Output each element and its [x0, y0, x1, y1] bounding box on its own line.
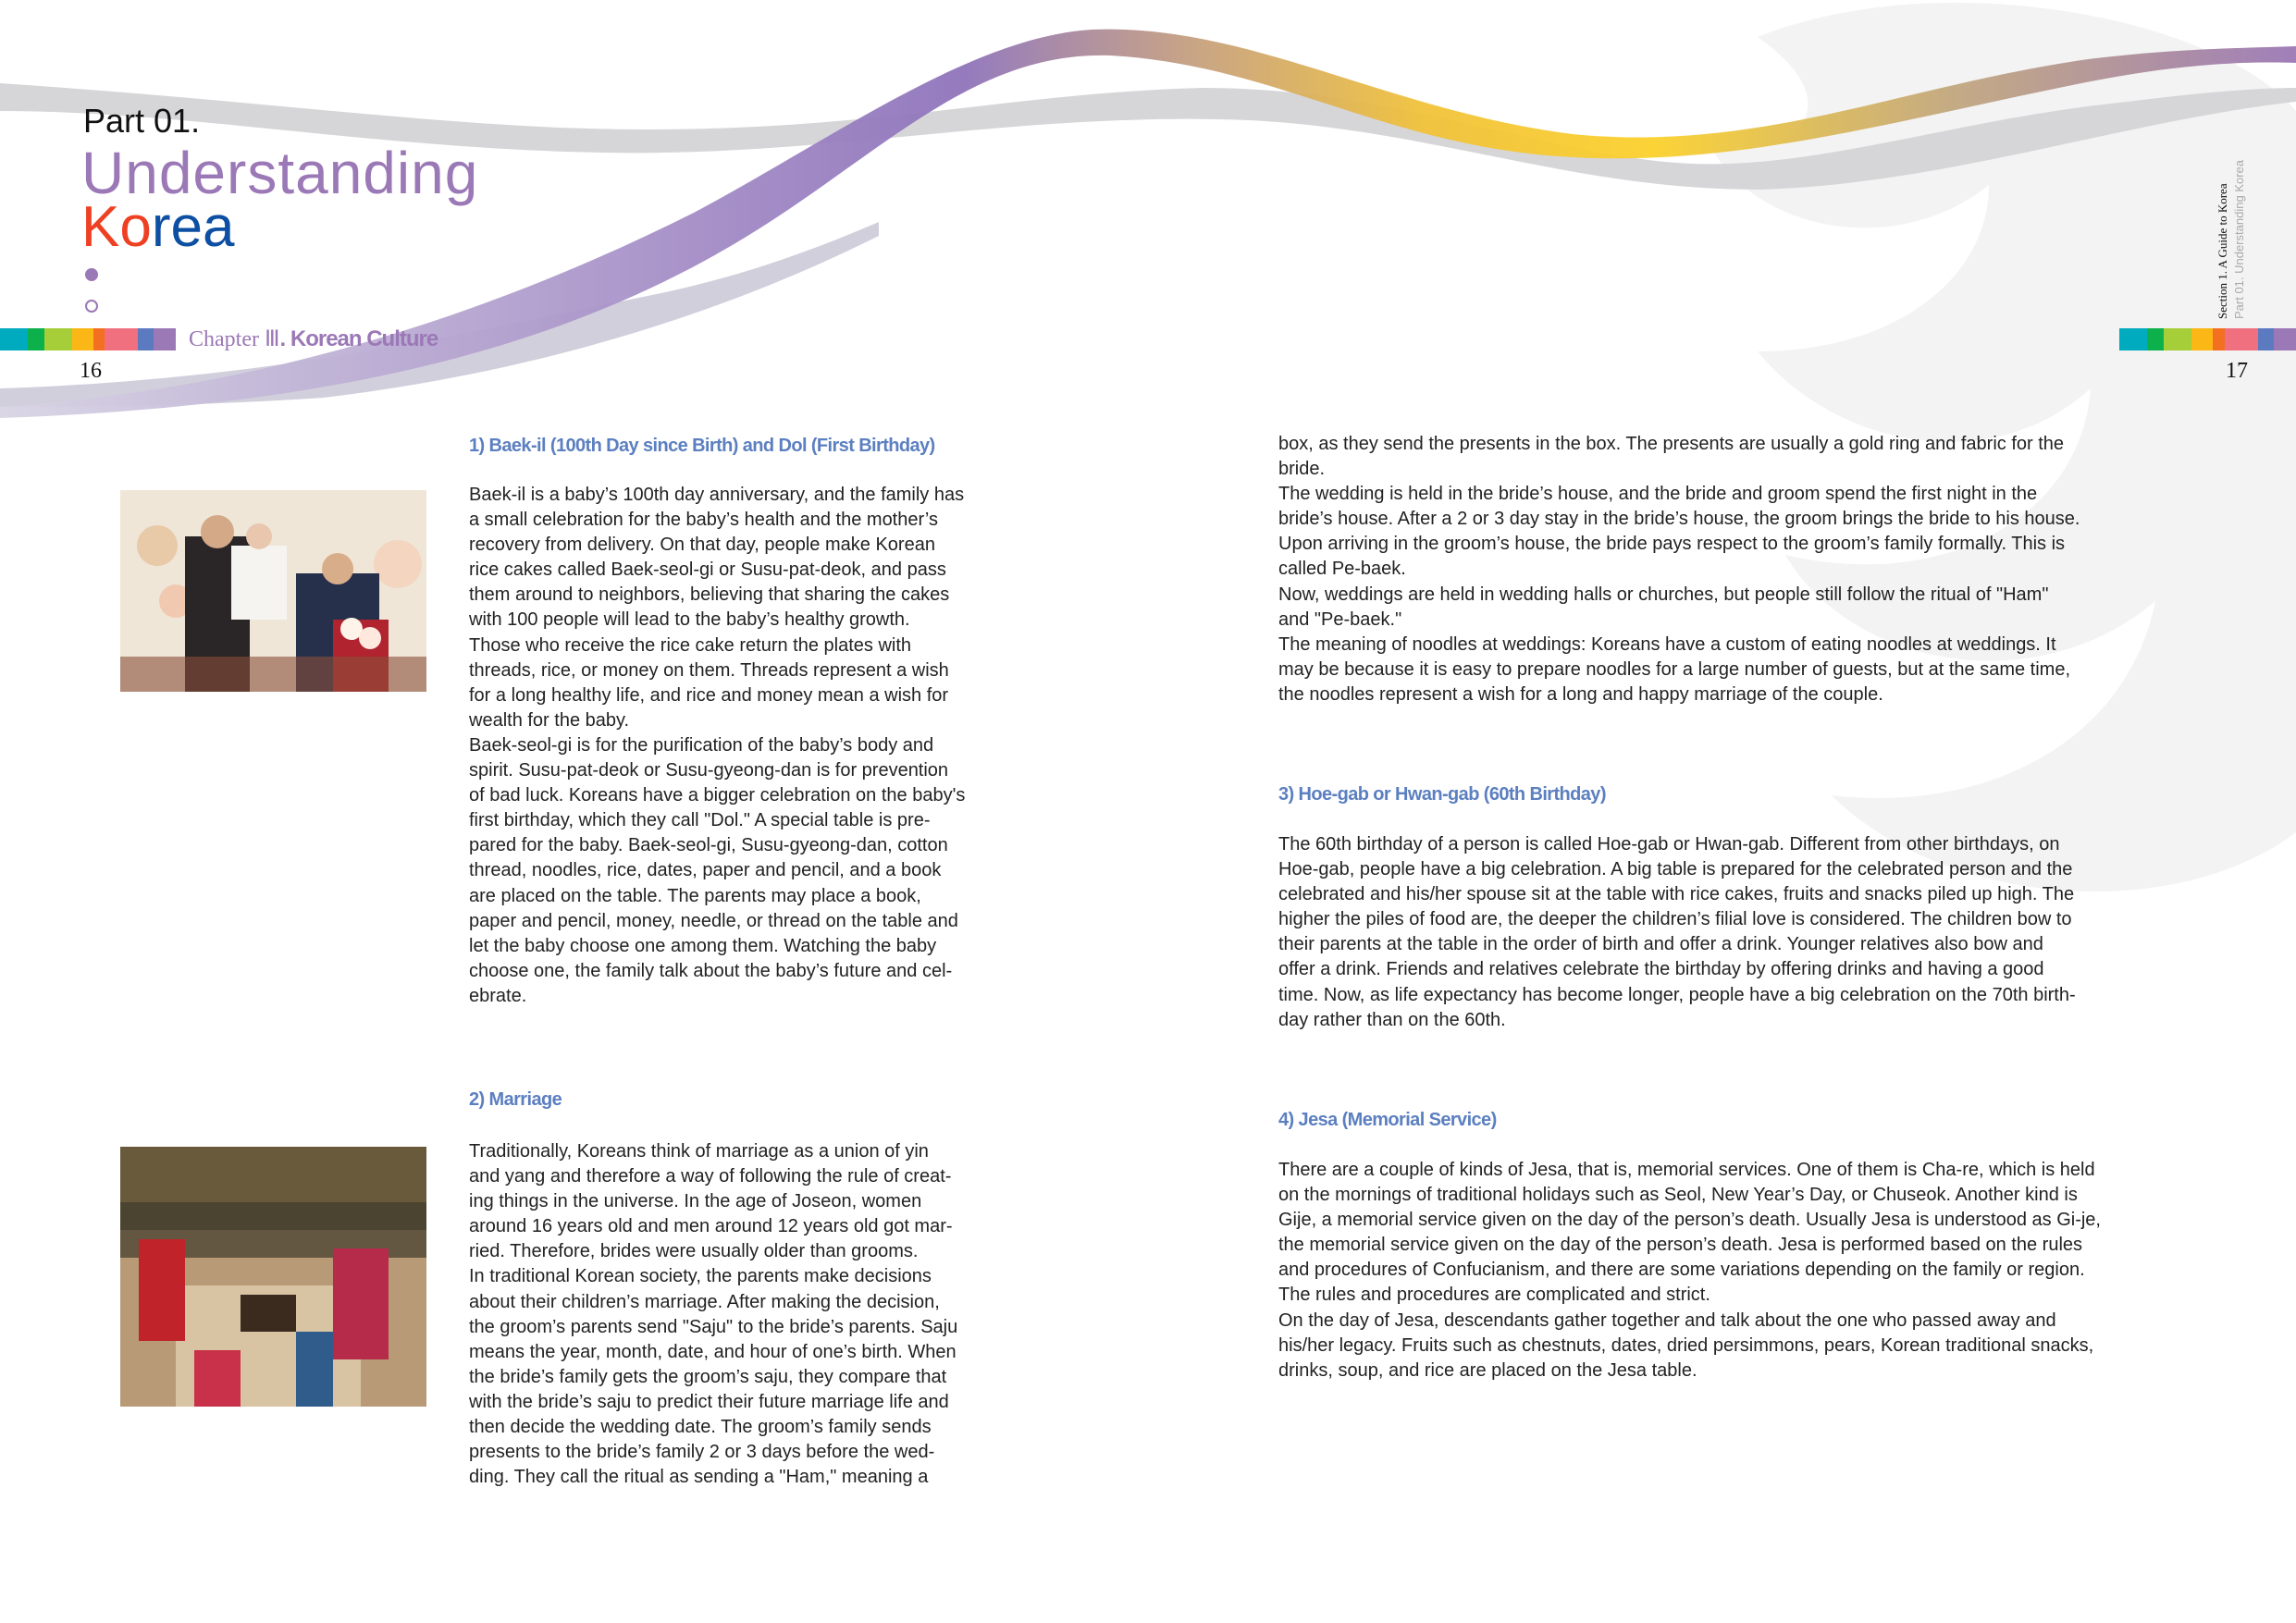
- text-line: recovery from delivery. On that day, people make Korean: [469, 535, 935, 556]
- photo-baekil-family: [120, 490, 426, 692]
- text-line: The 60th birthday of a person is called Hoe-gab or Hwan-gab. Different from other birthdays, on: [1278, 834, 2060, 855]
- text-line: On the day of Jesa, descendants gather together and talk about the one who passed away and: [1278, 1309, 2056, 1331]
- text-line: called Pe-baek.: [1278, 559, 1406, 580]
- text-line: Traditionally, Koreans think of marriage as a union of yin: [469, 1141, 929, 1162]
- title-understanding: Understanding: [81, 140, 479, 206]
- text-line: spirit. Susu-pat-deok or Susu-gyeong-dan is for prevention: [469, 760, 949, 781]
- title-korea: [81, 194, 234, 260]
- text-line: the bride’s family gets the groom’s saju, they compare that: [469, 1366, 947, 1387]
- text-line: around 16 years old and men around 12 years old got mar-: [469, 1216, 953, 1237]
- text-line: In traditional Korean society, the parents make decisions: [469, 1266, 932, 1287]
- text-line: bride.: [1278, 459, 1326, 480]
- text-line: a small celebration for the baby’s health and the mother’s: [469, 510, 938, 531]
- section-body-marriage: [469, 1139, 957, 1490]
- text-line: first birthday, which they call "Dol." A special table is pre-: [469, 810, 931, 831]
- text-line: the noodles represent a wish for a long and happy marriage of the couple.: [1278, 683, 1883, 705]
- text-line: bride’s house. After a 2 or 3 day stay in the bride’s house, the groom brings the bride to his house.: [1278, 509, 2080, 530]
- text-line: ebrate.: [469, 985, 527, 1006]
- text-line: box, as they send the presents in the box. The presents are usually a gold ring and fabric for the: [1278, 434, 2065, 454]
- color-bar-right: [2119, 328, 2296, 350]
- chapter-name: . Korean Culture: [279, 326, 438, 351]
- text-line: thread, noodles, rice, dates, paper and pencil, and a book: [469, 860, 942, 881]
- page-number-right: 17: [2226, 359, 2248, 383]
- text-line: The wedding is held in the bride’s house, and the bride and groom spend the first night in the: [1278, 484, 2038, 505]
- photo-traditional-wedding: [120, 1147, 426, 1407]
- color-swatch: [105, 328, 138, 350]
- section-heading-jesa: 4) Jesa (Memorial Service): [1278, 1110, 1497, 1130]
- color-swatch: [72, 328, 93, 350]
- color-bar-left: [0, 328, 176, 350]
- section-body-hoegab: [1278, 832, 2076, 1033]
- color-swatch: [138, 328, 154, 350]
- text-line: and yang and therefore a way of following the rule of creat-: [469, 1166, 952, 1187]
- text-line: Now, weddings are held in wedding halls or churches, but people still follow the ritual of "Ham": [1278, 584, 2049, 605]
- text-line: with 100 people will lead to the baby’s healthy growth.: [469, 609, 910, 631]
- color-swatch: [2274, 328, 2296, 350]
- text-line: There are a couple of kinds of Jesa, that is, memorial services. One of them is Cha-re, which is held: [1278, 1160, 2095, 1180]
- section-heading-marriage: 2) Marriage: [469, 1089, 562, 1110]
- filled-dot-icon: [85, 268, 98, 281]
- page-number-left: 16: [80, 359, 102, 383]
- text-line: let the baby choose one among them. Watching the baby: [469, 935, 937, 956]
- text-line: ing things in the universe. In the age of Joseon, women: [469, 1191, 922, 1212]
- color-swatch: [28, 328, 44, 350]
- text-line: higher the piles of food are, the deeper the children’s filial love is considered. The children bow to: [1278, 909, 2072, 930]
- text-line: The rules and procedures are complicated and strict.: [1278, 1285, 1710, 1306]
- section-heading-baekil: 1) Baek-il (100th Day since Birth) and Dol (First Birthday): [469, 436, 935, 456]
- text-line: presents to the bride’s family 2 or 3 days before the wed-: [469, 1442, 935, 1463]
- text-line: ding. They call the ritual as sending a "Ham," meaning a: [469, 1467, 929, 1488]
- text-line: pared for the baby. Baek-seol-gi, Susu-gyeong-dan, cotton: [469, 835, 948, 856]
- text-line: and procedures of Confucianism, and there are some variations depending on the family or region.: [1278, 1260, 2085, 1281]
- hollow-dot-icon: [85, 300, 98, 313]
- text-line: may be because it is easy to prepare noodles for a large number of guests, but at the same time,: [1278, 658, 2071, 680]
- chapter-title: [189, 326, 438, 352]
- color-swatch: [0, 328, 28, 350]
- color-swatch: [2191, 328, 2213, 350]
- text-line: Baek-seol-gi is for the purification of the baby’s body and: [469, 734, 934, 756]
- text-line: ried. Therefore, brides were usually older than grooms.: [469, 1241, 919, 1262]
- text-line: Hoe-gab, people have a big celebration. A big table is prepared for the celebrated person and the: [1278, 859, 2073, 880]
- text-line: time. Now, as life expectancy has become longer, people have a big celebration on the 70th birth-: [1278, 984, 2076, 1005]
- color-swatch: [2258, 328, 2274, 350]
- text-line: them around to neighbors, believing that sharing the cakes: [469, 584, 950, 606]
- text-line: on the mornings of traditional holidays such as Seol, New Year’s Day, or Chuseok. Another kind is: [1278, 1185, 2078, 1206]
- text-line: are placed on the table. The parents may place a book,: [469, 885, 921, 906]
- text-line: for a long healthy life, and rice and money mean a wish for: [469, 684, 949, 706]
- text-line: Gije, a memorial service given on the day of the person’s death. Usually Jesa is understood as Gi-je,: [1278, 1210, 2101, 1231]
- text-line: choose one, the family talk about the baby’s future and cel-: [469, 960, 953, 981]
- text-line: the groom’s parents send "Saju" to the bride’s parents. Saju: [469, 1316, 958, 1337]
- color-swatch: [2147, 328, 2164, 350]
- text-line: and "Pe-baek.": [1278, 609, 1402, 630]
- section-heading-hoegab: 3) Hoe-gab or Hwan-gab (60th Birthday): [1278, 784, 1606, 805]
- text-line: celebrated and his/her spouse sit at the table with rice cakes, fruits and snacks piled up high. The: [1278, 884, 2075, 905]
- section-label: Section 1. A Guide to Korea: [2216, 183, 2229, 319]
- title-korea-o: o: [119, 195, 152, 259]
- color-swatch: [2213, 328, 2224, 350]
- text-line: with the bride’s saju to predict their future marriage life and: [469, 1391, 949, 1412]
- text-line: day rather than on the 60th.: [1278, 1009, 1506, 1030]
- text-line: offer a drink. Friends and relatives celebrate the birthday by offering drinks and having a good: [1278, 959, 2044, 980]
- text-line: his/her legacy. Fruits such as chestnuts, dates, dried persimmons, pears, Korean traditional snacks,: [1278, 1334, 2094, 1356]
- color-swatch: [2164, 328, 2191, 350]
- text-line: drinks, soup, and rice are placed on the Jesa table.: [1278, 1359, 1697, 1381]
- section-body-jesa: [1278, 1158, 2101, 1383]
- title-korea-rest: rea: [151, 195, 235, 259]
- color-swatch: [2225, 328, 2258, 350]
- text-line: Baek-il is a baby’s 100th day anniversary, and the family has: [469, 485, 965, 505]
- color-swatch: [93, 328, 105, 350]
- section-body-baekil: [469, 483, 965, 1009]
- text-line: threads, rice, or money on them. Threads represent a wish: [469, 659, 949, 681]
- text-line: of bad luck. Koreans have a bigger celebration on the baby's: [469, 785, 966, 806]
- text-line: rice cakes called Baek-seol-gi or Susu-pat-deok, and pass: [469, 559, 946, 581]
- chapter-prefix: Chapter Ⅲ: [189, 327, 280, 351]
- text-line: Upon arriving in the groom’s house, the bride pays respect to the groom’s family formally. This is: [1278, 534, 2066, 555]
- title-korea-k: K: [81, 195, 120, 259]
- text-line: their parents at the table in the order of birth and offer a drink. Younger relatives also bow and: [1278, 934, 2043, 955]
- part-label: Part 01.: [83, 102, 201, 140]
- text-line: The meaning of noodles at weddings: Koreans have a custom of eating noodles at weddings. It: [1278, 633, 2056, 655]
- text-line: means the year, month, date, and hour of one’s birth. When: [469, 1341, 957, 1362]
- text-line: wealth for the baby.: [469, 709, 630, 731]
- text-line: about their children’s marriage. After making the decision,: [469, 1291, 940, 1312]
- text-line: paper and pencil, money, needle, or thread on the table and: [469, 910, 958, 931]
- text-line: the memorial service given on the day of the person’s death. Jesa is performed based on the rules: [1278, 1235, 2083, 1256]
- color-swatch: [154, 328, 176, 350]
- text-line: Those who receive the rice cake return the plates with: [469, 634, 912, 656]
- part-running-label: Part 01. Understanding Korea: [2232, 160, 2246, 319]
- section-body-marriage-continued: [1278, 432, 2080, 707]
- color-swatch: [2119, 328, 2147, 350]
- color-swatch: [44, 328, 72, 350]
- text-line: then decide the wedding date. The groom’s family sends: [469, 1417, 932, 1438]
- running-header: [2216, 160, 2246, 319]
